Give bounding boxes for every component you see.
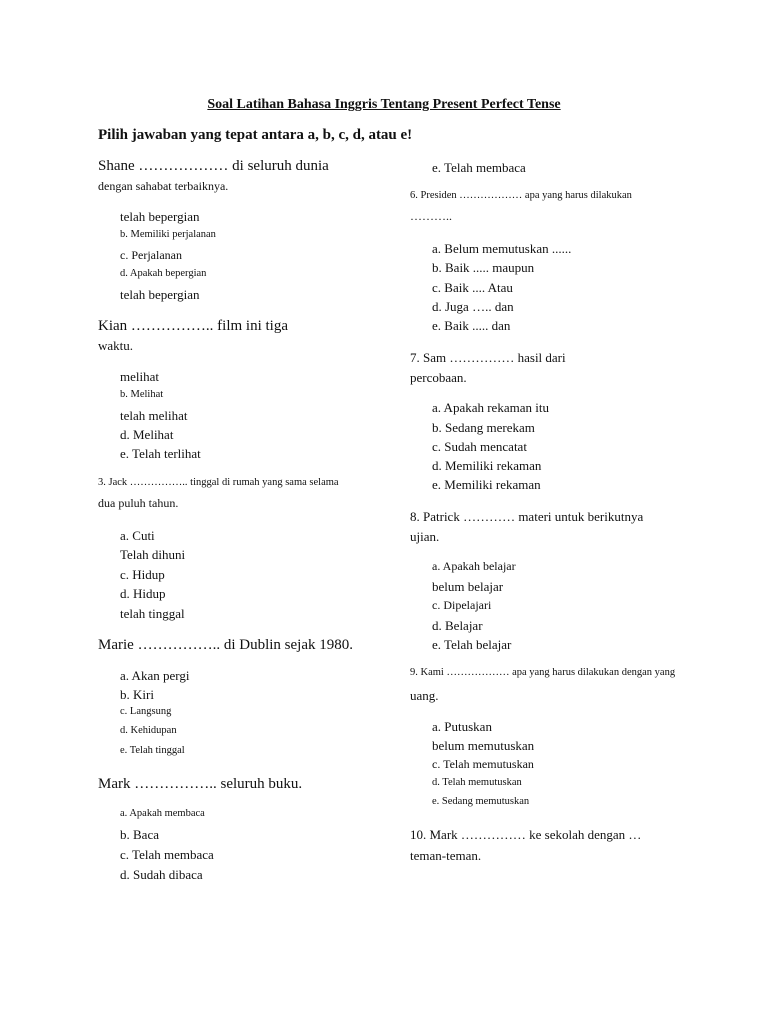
question-1-option-b[interactable]: b. Memiliki perjalanan xyxy=(120,229,216,240)
worksheet-title: Soal Latihan Bahasa Inggris Tentang Present Perfect Tense xyxy=(207,97,561,112)
question-9-option[interactable]: belum memutuskan xyxy=(432,738,535,753)
question-9-option-a[interactable]: a. Putuskan xyxy=(432,719,492,734)
question-3-option-c[interactable]: c. Hidup xyxy=(120,567,165,582)
question-1-option-c[interactable]: c. Perjalanan xyxy=(120,248,182,262)
question-4-option-d[interactable]: d. Kehidupan xyxy=(120,725,177,736)
question-2-option[interactable]: melihat xyxy=(120,369,159,384)
question-10-stem-cont: teman-teman. xyxy=(410,848,482,863)
question-4-option-e[interactable]: e. Telah tinggal xyxy=(120,745,185,756)
question-7-option-d[interactable]: d. Memiliki rekaman xyxy=(432,458,542,473)
question-6-option-b[interactable]: b. Baik ..... maupun xyxy=(432,260,535,275)
question-8-stem-cont: ujian. xyxy=(410,529,440,544)
question-2-option-e[interactable]: e. Telah terlihat xyxy=(120,446,201,461)
question-1-option[interactable]: telah bepergian xyxy=(120,209,200,224)
question-5-option-c[interactable]: c. Telah membaca xyxy=(120,847,214,862)
question-5-option-a[interactable]: a. Apakah membaca xyxy=(120,808,205,819)
question-5-stem: Mark …………….. seluruh buku. xyxy=(98,776,303,792)
question-2-option[interactable]: telah melihat xyxy=(120,408,188,423)
question-8-stem: 8. Patrick ………… materi untuk berikutnya xyxy=(410,509,644,524)
question-10-stem: 10. Mark …………… ke sekolah dengan … xyxy=(410,827,642,842)
question-9-option-d[interactable]: d. Telah memutuskan xyxy=(432,777,522,788)
question-9-option-e[interactable]: e. Sedang memutuskan xyxy=(432,796,530,807)
question-6-option-d[interactable]: d. Juga ….. dan xyxy=(432,299,514,314)
question-3-stem: 3. Jack …………….. tinggal di rumah yang sama selama xyxy=(98,477,339,488)
question-8-option[interactable]: belum belajar xyxy=(432,579,504,594)
question-1-stem: Shane ……………… di seluruh dunia xyxy=(98,158,329,174)
question-3-option-a[interactable]: a. Cuti xyxy=(120,528,155,543)
question-4-stem: Marie …………….. di Dublin sejak 1980. xyxy=(98,637,353,653)
question-7-option-e[interactable]: e. Memiliki rekaman xyxy=(432,477,541,492)
question-8-option-c[interactable]: c. Dipelajari xyxy=(432,598,492,612)
question-5-option-e[interactable]: e. Telah membaca xyxy=(432,160,526,175)
question-2-option-b[interactable]: b. Melihat xyxy=(120,389,164,400)
question-4-option-c[interactable]: c. Langsung xyxy=(120,706,172,717)
question-6-option-a[interactable]: a. Belum memutuskan ...... xyxy=(432,241,572,256)
question-6-stem-cont: ……….. xyxy=(410,209,452,223)
question-7-option-a[interactable]: a. Apakah rekaman itu xyxy=(432,400,549,415)
question-3-stem-cont: dua puluh tahun. xyxy=(98,496,179,510)
question-9-stem-cont: uang. xyxy=(410,688,439,703)
question-6-option-e[interactable]: e. Baik ..... dan xyxy=(432,318,511,333)
question-4-option-b[interactable]: b. Kiri xyxy=(120,687,154,702)
question-6-stem: 6. Presiden ……………… apa yang harus dilakukan xyxy=(410,190,632,201)
question-7-option-b[interactable]: b. Sedang merekam xyxy=(432,420,535,435)
question-2-option-d[interactable]: d. Melihat xyxy=(120,427,174,442)
question-4-option-a[interactable]: a. Akan pergi xyxy=(120,668,190,683)
question-3-option-d[interactable]: d. Hidup xyxy=(120,586,166,601)
question-9-stem: 9. Kami ……………… apa yang harus dilakukan dengan yang xyxy=(410,667,676,678)
question-1-stem-cont: dengan sahabat terbaiknya. xyxy=(98,179,229,193)
question-8-option-e[interactable]: e. Telah belajar xyxy=(432,637,512,652)
question-5-option-d[interactable]: d. Sudah dibaca xyxy=(120,867,203,882)
question-1-option-d[interactable]: d. Apakah bepergian xyxy=(120,268,207,279)
question-3-option[interactable]: telah tinggal xyxy=(120,606,185,621)
question-2-stem: Kian …………….. film ini tiga xyxy=(98,318,288,334)
question-8-option-d[interactable]: d. Belajar xyxy=(432,618,483,633)
question-5-option-b[interactable]: b. Baca xyxy=(120,827,159,842)
question-1-option[interactable]: telah bepergian xyxy=(120,287,200,302)
question-7-option-c[interactable]: c. Sudah mencatat xyxy=(432,439,527,454)
question-8-option-a[interactable]: a. Apakah belajar xyxy=(432,559,516,573)
question-2-stem-cont: waktu. xyxy=(98,338,134,353)
worksheet-instruction: Pilih jawaban yang tepat antara a, b, c, d, atau e! xyxy=(98,127,413,143)
question-9-option-c[interactable]: c. Telah memutuskan xyxy=(432,757,534,771)
question-7-stem-cont: percobaan. xyxy=(410,370,467,385)
question-7-stem: 7. Sam …………… hasil dari xyxy=(410,350,566,365)
question-3-option[interactable]: Telah dihuni xyxy=(120,547,186,562)
question-6-option-c[interactable]: c. Baik .... Atau xyxy=(432,280,513,295)
